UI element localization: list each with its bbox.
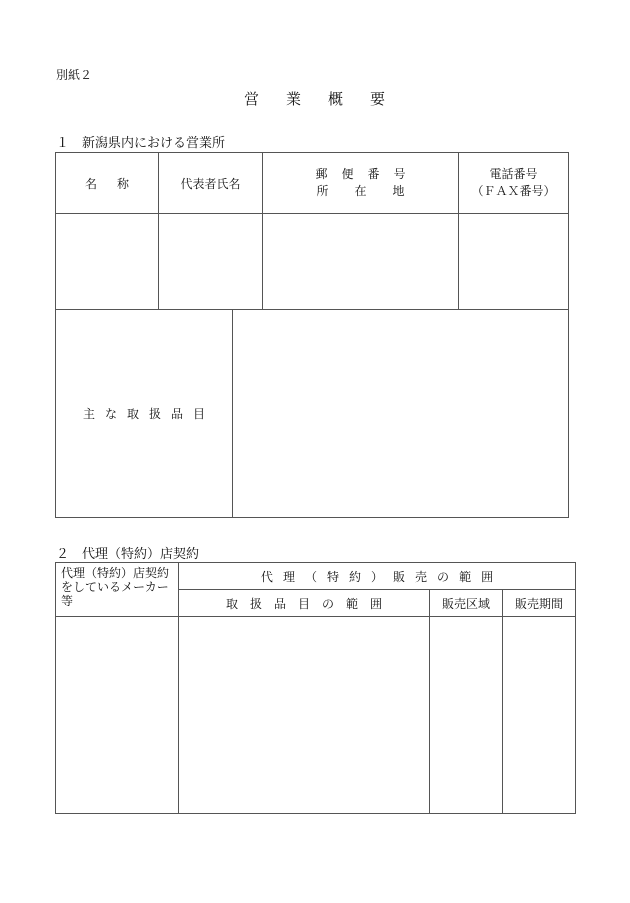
section2-heading: ２ 代理（特約）店契約	[56, 547, 200, 562]
title-char: 業	[285, 90, 302, 108]
header-name: 名 称	[56, 153, 159, 214]
header-sales-area: 販売区域	[430, 590, 503, 617]
office-name-cell[interactable]	[56, 214, 159, 310]
header-representative: 代表者氏名	[159, 153, 263, 214]
section1-heading: １ 新潟県内における営業所	[56, 136, 226, 151]
title-char: 営	[243, 90, 260, 108]
header-items-range: 取 扱 品 目 の 範 囲	[179, 590, 430, 617]
phone-cell[interactable]	[459, 214, 569, 310]
sales-period-cell[interactable]	[503, 617, 576, 814]
sales-area-cell[interactable]	[430, 617, 503, 814]
header-sales-range: 代 理 （ 特 約 ） 販 売 の 範 囲	[179, 563, 576, 590]
agency-contract-table	[55, 562, 576, 814]
title-char: 要	[370, 90, 387, 108]
attachment-label: 別紙２	[56, 68, 93, 82]
address-cell[interactable]	[263, 214, 459, 310]
document-title	[0, 88, 630, 109]
office-table	[55, 152, 569, 310]
items-range-cell[interactable]	[179, 617, 430, 814]
title-char: 概	[328, 90, 345, 108]
main-items-label: 主 な 取 扱 品 目	[56, 310, 233, 518]
representative-cell[interactable]	[159, 214, 263, 310]
header-postal-address: 郵 便 番 号 所 在 地	[263, 153, 459, 214]
main-items-cell[interactable]	[233, 310, 569, 518]
header-sales-period: 販売期間	[503, 590, 576, 617]
items-table	[55, 309, 569, 518]
header-phone-fax: 電話番号 （ＦＡＸ番号）	[459, 153, 569, 214]
maker-cell[interactable]	[56, 617, 179, 814]
header-maker: 代理（特約）店契約をしているメーカー等	[56, 563, 179, 617]
